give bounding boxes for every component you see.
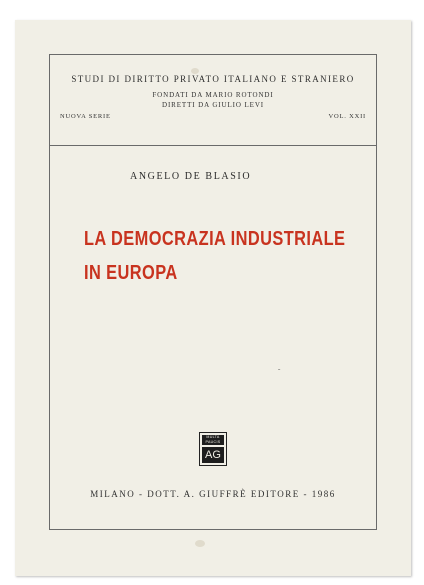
publisher-logo <box>199 432 227 466</box>
book-cover <box>15 20 411 576</box>
ink-mark: ˇ <box>278 368 281 376</box>
logo-initials: AG <box>202 447 224 463</box>
volume-label: VOL. XXII <box>328 113 366 120</box>
new-series-label: NUOVA SERIE <box>60 113 111 120</box>
book-title-line1: LA DEMOCRAZIA INDUSTRIALE <box>84 228 346 250</box>
directed-by: DIRETTI DA GIULIO LEVI <box>161 101 265 109</box>
book-title-line2: IN EUROPA <box>84 262 178 284</box>
series-title: STUDI DI DIRITTO PRIVATO ITALIANO E STRANIERO <box>71 74 355 84</box>
cover-frame <box>49 54 377 530</box>
publisher-line: MILANO - DOTT. A. GIUFFRÈ EDITORE - 1986 <box>90 489 336 499</box>
logo-motto: MULTA PAUCIS <box>202 435 224 445</box>
founded-by: FONDATI DA MARIO ROTONDI <box>152 91 274 99</box>
author-name: ANGELO DE BLASIO <box>130 171 252 182</box>
series-header <box>50 55 376 146</box>
stain <box>195 540 205 547</box>
